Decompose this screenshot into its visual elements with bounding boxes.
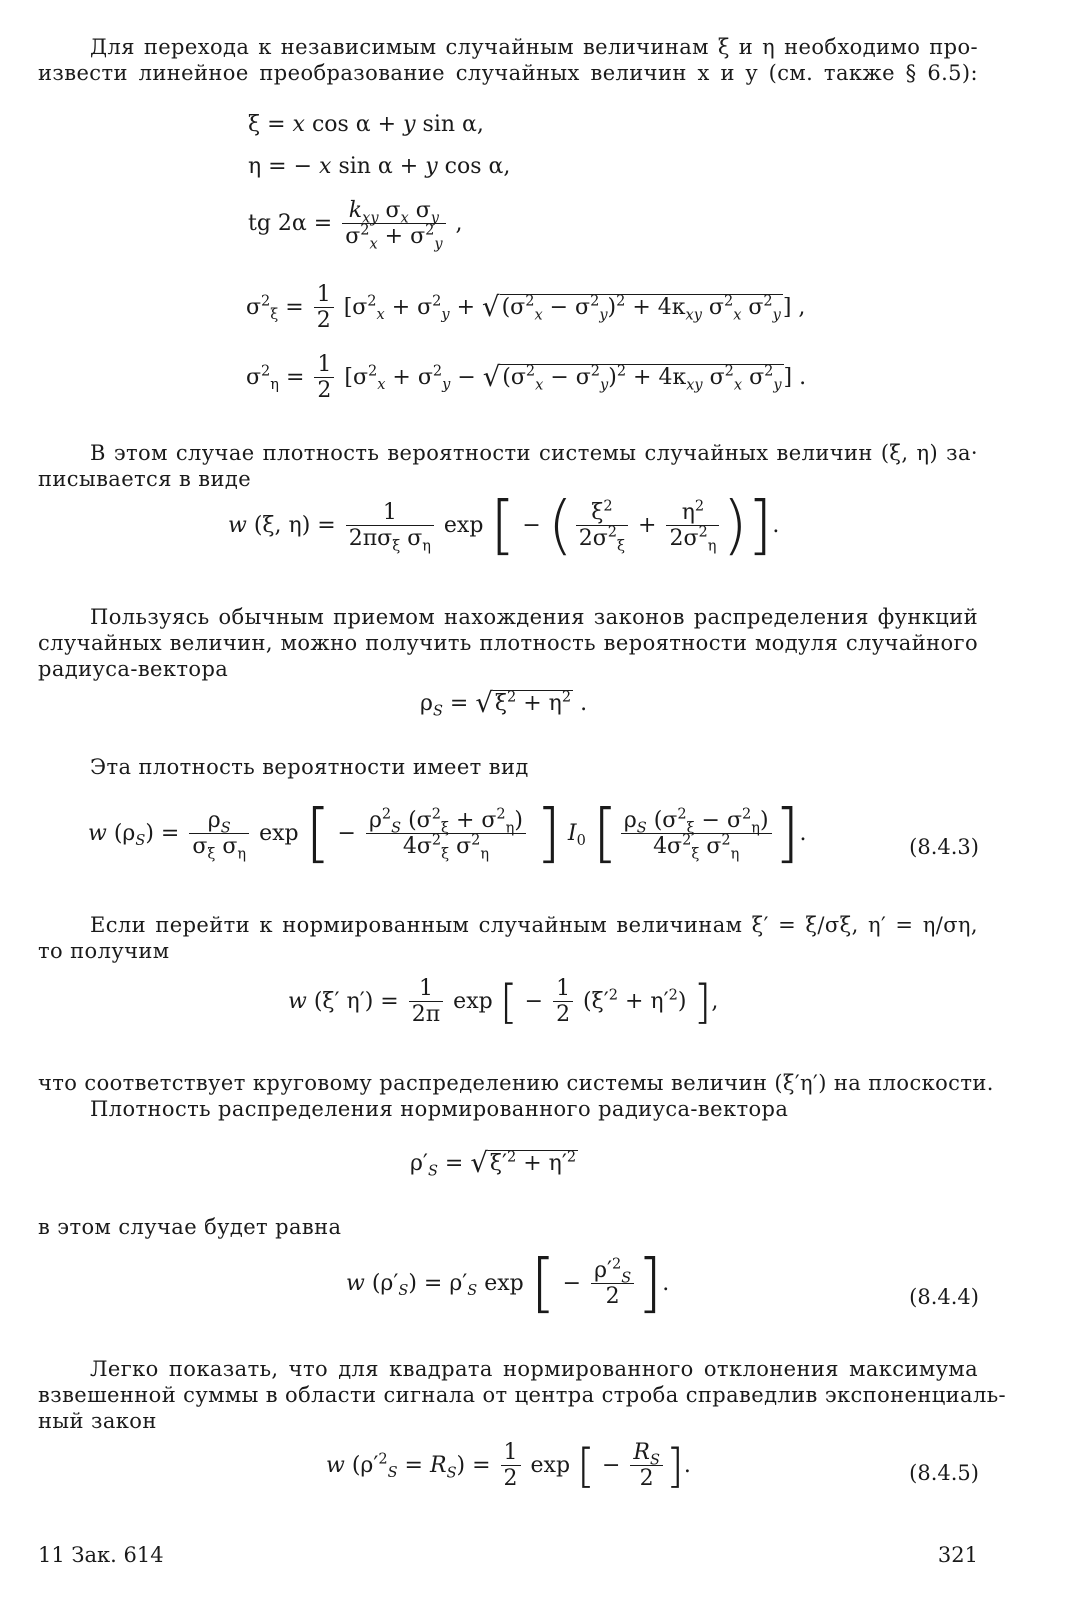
equation-eta: η = − x sin α + y cos α, — [248, 154, 511, 179]
text-line: случайных величин, можно получить плотность вероятности модуля случайного — [38, 631, 978, 655]
equation-tg-2alpha: tg 2α = $\frac{k_{xy} \sigma_x \sigma_y}{\sigma^2_x + \sigma^2_y}$ , — [248, 198, 463, 253]
paragraph-8 — [38, 1214, 978, 1240]
text-line: ный закон — [38, 1409, 157, 1433]
equation-number: (8.4.3) — [909, 835, 979, 859]
equation-rho-density: w $(\rho_S)$ = $\frac{\rho_S}{\sigma_\xi \sigma_\eta}$ exp [ − $\frac{\rho^2_S (\sigma^2_\xi + \sigma^2_\eta)}{4\sigma^2_\xi \sigma^2_\eta}$ ] $I_0$ [ $\frac{\rho_S (\sigma^2_\xi - \sigma^2_\eta)}{4\sigma^2_\xi \sigma^2_\eta}$ ]. — [88, 796, 807, 871]
printer-signature: 11 Зак. 614 — [38, 1543, 164, 1567]
equation-xi: ξ = x cos α + y sin α, — [248, 112, 484, 137]
text-line: В этом случае плотность вероятности системы случайных величин (ξ, η) за· — [90, 441, 978, 465]
page-number: 321 — [937, 1543, 978, 1567]
paragraph-9 — [38, 1356, 1007, 1434]
equation-exponential-law: w $(\rho'^2_S = R_S)$ = $\frac{1}{2}$ exp [ − $\frac{R_S}{2}$ ]. — [326, 1438, 691, 1493]
paragraph-2 — [38, 440, 978, 492]
paragraph-6 — [38, 1070, 994, 1122]
text-line: что соответствует круговому распределению системы величин (ξ′η′) на плоскости. — [38, 1071, 994, 1095]
text-line: извести линейное преобразование случайных величин x и y (см. также § 6.5): — [38, 61, 978, 85]
equation-sigma-xi: $\sigma^2_\xi$ = $\frac{1}{2}$ [$\sigma^2_x + \sigma^2_y + √(\sigma^2_x - \sigma^2_y)^2 + 4\kappa_{xy}$ $\sigma^2_x$ $\sigma^2_y$] , — [246, 282, 806, 334]
paragraph-3 — [38, 604, 978, 682]
text-line: Плотность распределения нормированного радиуса-вектора — [90, 1097, 789, 1121]
equation-number: (8.4.4) — [909, 1285, 979, 1309]
paragraph-1 — [38, 34, 978, 86]
paragraph-4 — [38, 754, 978, 780]
text-line: Для перехода к независимым случайным величинам ξ и η необходимо про- — [90, 35, 978, 59]
text-line: писывается в виде — [38, 467, 252, 491]
text-line: Если перейти к нормированным случайным величинам ξ′ = ξ/σξ, η′ = η/ση, — [90, 913, 978, 937]
equation-joint-density: w (ξ, η) = $\frac{1}{2\pi\sigma_\xi \sigma_\eta}$ exp [ − ( $\frac{\xi^2}{2\sigma^2_\xi}$ + $\frac{\eta^2}{2\sigma^2_\eta}$ )]. — [228, 488, 780, 563]
text-line: взвешенной суммы в области сигнала от центра строба справедлив экспоненциаль- — [38, 1383, 1007, 1407]
equation-rho-prime-density: w $(\rho'_S) = \rho'_S$ exp [ − $\frac{\rho'^2_S}{2}$ ]. — [346, 1246, 670, 1321]
text-line: радиуса-вектора — [38, 657, 229, 681]
equation-rho-s: $\rho_S = √\xi^2 + \eta^2$ . — [420, 687, 588, 720]
text-line: то получим — [38, 939, 170, 963]
text-line: в этом случае будет равна — [38, 1215, 342, 1239]
page-footer — [38, 1542, 978, 1568]
text-line: Пользуясь обычным приемом нахождения законов распределения функций — [90, 605, 978, 629]
equation-rho-prime: $\rho'_S = √\xi'^2 + \eta'^2$ — [410, 1147, 577, 1180]
equation-number: (8.4.5) — [909, 1461, 979, 1485]
equation-normalized-density: w (ξ′ η′) = $\frac{1}{2\pi}$ exp [ − $\frac{1}{2}$ $(\xi'^2 + \eta'^2)$ ], — [288, 974, 719, 1029]
text-line: Эта плотность вероятности имеет вид — [90, 755, 529, 779]
text-line: Легко показать, что для квадрата нормированного отклонения максимума — [90, 1357, 978, 1381]
equation-sigma-eta: $\sigma^2_\eta$ = $\frac{1}{2}$ [$\sigma^2_x + \sigma^2_y - √(\sigma^2_x - \sigma^2_y)^2 + 4\kappa_{xy}$ $\sigma^2_x$ $\sigma^2_y$] . — [246, 352, 807, 404]
paragraph-5 — [38, 912, 978, 964]
